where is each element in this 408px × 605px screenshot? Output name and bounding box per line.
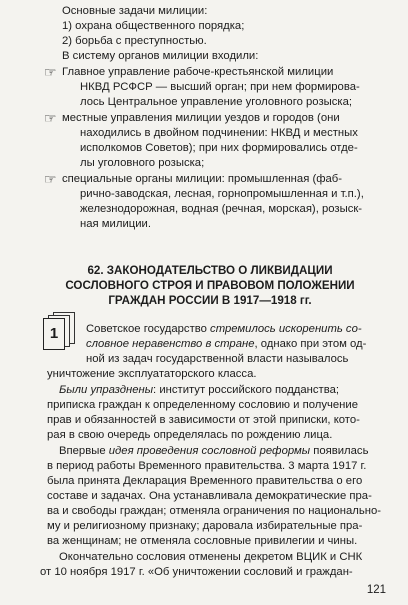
bullet-line: лось Центральное управление уголовного розыска;	[80, 96, 353, 108]
paragraph-line: Окончательно сословия отменены декретом ВЦИК и СНК	[59, 551, 363, 563]
bullet-line: находились в двойном подчинении: НКВД и местных	[80, 127, 358, 139]
paragraph-line: в период работы Временного правительства. 3 марта 1917 г.	[47, 460, 367, 472]
section-heading-line: 62. ЗАКОНОДАТЕЛЬСТВО О ЛИКВИДАЦИИ	[87, 264, 333, 277]
paragraph-line: составе и задачах. Она устанавливала демократические пра-	[47, 490, 372, 502]
paragraph-line: прав и обязанностей в зависимости от этой приписки, кото-	[47, 414, 360, 426]
numbered-box-icon	[43, 318, 63, 348]
paragraph-line: Советское государство стремилось искоренить со-	[86, 323, 362, 335]
intro-line: 1) охрана общественного порядка;	[62, 20, 245, 32]
intro-line: 2) борьба с преступностью.	[62, 35, 207, 47]
bullet-line: исполкомов Советов); при них формировались отде-	[80, 142, 358, 154]
bullet-line: железнодорожная, водная (речная, морская), розыск-	[80, 203, 363, 215]
pointing-hand-icon: ☞	[44, 171, 57, 187]
paragraph-line: му и религиозному признаку; даровала избирательные пра-	[47, 520, 363, 532]
paragraph-line: словное неравенство в стране, однако при этом од-	[86, 338, 367, 350]
paragraph-line: ной из задач государственной власти называлось	[86, 353, 349, 365]
paragraph-line: рая в свою очередь определялась по рождению лица.	[47, 429, 333, 441]
bullet-line: рично-заводская, лесная, горнопромышленная и т.п.),	[80, 188, 364, 200]
bullet-line: лы уголовного розыска;	[80, 157, 205, 169]
pointing-hand-icon: ☞	[44, 110, 57, 126]
paragraph-line: уничтожение эксплуататорского класса.	[47, 368, 257, 380]
paragraph-line: Были упразднены: институт российского подданства;	[59, 384, 340, 396]
intro-line: Основные задачи милиции:	[62, 5, 208, 17]
section-heading-line: СОСЛОВНОГО СТРОЯ И ПРАВОВОМ ПОЛОЖЕНИИ	[65, 279, 355, 292]
bullet-line: Главное управление рабоче-крестьянской милиции	[62, 66, 334, 78]
paragraph-line: ва и свободы граждан; отменяла ограничения по национально-	[47, 505, 382, 517]
intro-line: В систему органов милиции входили:	[62, 50, 259, 62]
paragraph-line: приписка граждан к определенному сословию и получение	[47, 399, 358, 411]
bullet-line: ная милиции.	[80, 218, 151, 230]
paragraph-line: ва женщинам; не отменяла сословные привилегии и чины.	[47, 535, 358, 547]
paragraph-line: от 10 ноября 1917 г. «Об уничтожении сословий и граждан-	[40, 566, 353, 578]
box-number: 1	[43, 318, 65, 350]
bullet-line: НКВД РСФСР — высший орган; при нем формирова-	[80, 81, 360, 93]
page-number: 121	[366, 584, 386, 596]
paragraph-line: Впервые идея проведения сословной реформы появилась	[59, 445, 369, 457]
pointing-hand-icon: ☞	[44, 64, 57, 80]
bullet-line: местные управления милиции уездов и городов (они	[62, 112, 340, 124]
bullet-line: специальные органы милиции: промышленная (фаб-	[62, 173, 343, 185]
paragraph-line: была принята Декларация Временного правительства о его	[47, 475, 363, 487]
section-heading-line: ГРАЖДАН РОССИИ В 1917—1918 гг.	[108, 294, 312, 307]
